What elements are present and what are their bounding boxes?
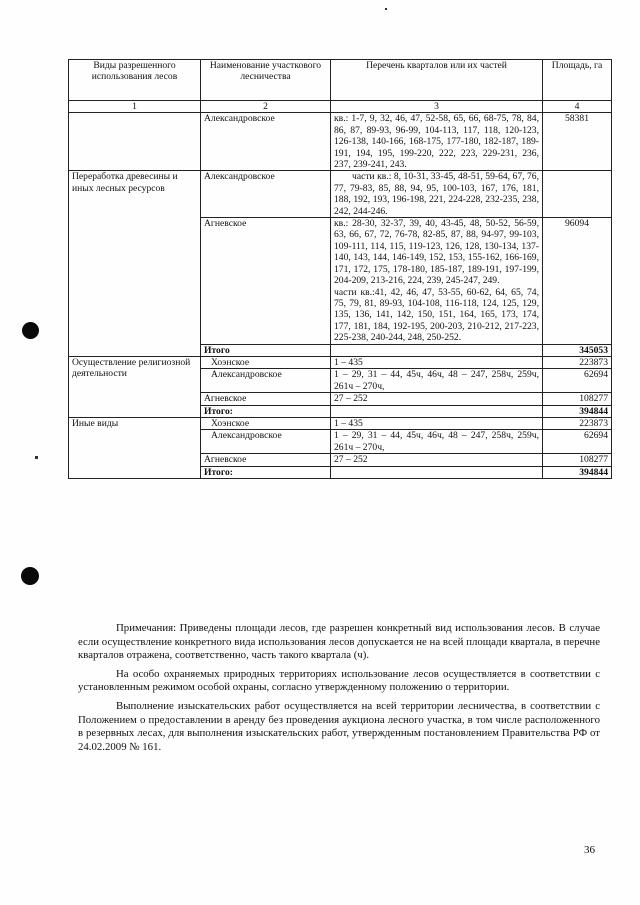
quarters-cell	[331, 344, 543, 356]
quarters-cell: 1 – 29, 31 – 44, 45ч, 46ч, 48 – 247, 258ч, 259ч, 261ч – 270ч,	[331, 369, 543, 393]
table-row	[69, 356, 612, 368]
area-cell: 108277	[543, 454, 612, 466]
total-label: Итого	[201, 344, 331, 356]
note-paragraph-1: Примечания: Приведены площади лесов, где разрешен конкретный вид использования лесов. В случае если осуществление конкретного вида использования лесов допускается не на всей площади квартала, в перечне кварталов отражена, соответственно, часть такого квартала (ч).	[78, 622, 600, 662]
col-number-4: 4	[543, 101, 612, 113]
column-number-row	[69, 101, 612, 113]
header-use-type: Виды разрешенного использования лесов	[69, 60, 201, 101]
quarters-cell	[331, 405, 543, 417]
area-cell: 62694	[543, 430, 612, 454]
note-paragraph-2: На особо охраняемых природных территориях использование лесов осуществляется в соответствии с установленным режимом особой охраны, согласно утвержденному положению о территории.	[78, 667, 600, 694]
total-value: 394844	[543, 466, 612, 478]
area-cell: 223873	[543, 417, 612, 429]
col-number-3: 3	[331, 101, 543, 113]
page-number: 36	[584, 844, 595, 856]
quarters-cell: 1 – 29, 31 – 44, 45ч, 46ч, 48 – 247, 258ч, 259ч, 261ч – 270ч,	[331, 430, 543, 454]
area-cell: 62694	[543, 369, 612, 393]
area-cell: 58381	[543, 113, 612, 171]
note-paragraph-3: Выполнение изыскательских работ осуществляется на всей территории лесничества, в соответствии с Положением о предоставлении в аренду без проведения аукциона лесного участка, в том числе расположенного в резервных лесах, для выполнения изыскательских работ, утвержденным постановлением Правительства РФ от 24.02.2009 № 161.	[78, 699, 600, 753]
forestry-cell: Агневское	[201, 218, 331, 344]
use-type-cell	[69, 113, 201, 171]
header-row	[69, 60, 612, 101]
quarters-cell: 27 – 252	[331, 393, 543, 405]
header-area: Площадь, га	[543, 60, 612, 101]
punch-hole-bottom	[21, 567, 39, 585]
header-forestry: Наименование участкового лесничества	[201, 60, 331, 101]
header-quarters: Перечень кварталов или их частей	[331, 60, 543, 101]
quarters-parts-list: части кв.:41, 42, 46, 47, 53-55, 60-62, 64, 65, 74, 75, 79, 81, 89-93, 104-108, 116-118, 124, 125, 129, 135, 136, 141, 142, 150, 151, 164, 165, 173, 174, 177, 181, 184, 192-195, 200-203, 210-212, 217-223, 225-238, 240-244, 248, 250-252.	[334, 286, 539, 344]
use-type-cell: Осуществление религиозной деятельности	[69, 356, 201, 417]
quarters-cell: кв.: 1-7, 9, 32, 46, 47, 52-58, 65, 66, 68-75, 78, 84, 86, 87, 89-93, 96-99, 104-113, 117, 118, 120-123, 126-138, 140-166, 168-175, 177-180, 182-187, 189-191, 194, 195, 199-220, 222, 223, 229-231, 236, 237, 239-241, 243.	[331, 113, 543, 171]
forestry-cell: Александровское	[201, 430, 331, 454]
area-cell: 223873	[543, 356, 612, 368]
forest-use-table	[68, 59, 612, 479]
quarters-cell: 1 – 435	[331, 356, 543, 368]
area-cell	[543, 171, 612, 218]
col-number-1: 1	[69, 101, 201, 113]
total-value: 394844	[543, 405, 612, 417]
use-type-cell: Иные виды	[69, 417, 201, 478]
quarters-cell	[331, 218, 543, 344]
table-row	[69, 113, 612, 171]
forestry-cell: Агневское	[201, 454, 331, 466]
area-cell: 108277	[543, 393, 612, 405]
table-row	[69, 417, 612, 429]
area-cell: 96094	[543, 218, 612, 344]
forestry-cell: Хоэнское	[201, 417, 331, 429]
notes-section	[78, 622, 600, 759]
table-row	[69, 171, 612, 218]
forestry-cell: Хоэнское	[201, 356, 331, 368]
scan-speck	[35, 456, 38, 459]
scan-speck	[385, 8, 387, 10]
quarters-cell: части кв.: 8, 10-31, 33-45, 48-51, 59-64, 67, 76, 77, 79-83, 85, 88, 94, 95, 100-103, 167, 176, 181, 188, 192, 193, 196-198, 221, 224-228, 232-235, 238, 242, 244-246.	[331, 171, 543, 218]
punch-hole-top	[22, 322, 39, 339]
total-label: Итого:	[201, 405, 331, 417]
forestry-cell: Александровское	[201, 171, 331, 218]
quarters-cell: 27 – 252	[331, 454, 543, 466]
col-number-2: 2	[201, 101, 331, 113]
forestry-cell: Агневское	[201, 393, 331, 405]
total-value: 345053	[543, 344, 612, 356]
forestry-cell: Александровское	[201, 113, 331, 171]
total-label: Итого:	[201, 466, 331, 478]
forestry-cell: Александровское	[201, 369, 331, 393]
use-type-cell: Переработка древесины и иных лесных ресурсов	[69, 171, 201, 357]
quarters-cell: 1 – 435	[331, 417, 543, 429]
quarters-list: кв.: 28-30, 32-37, 39, 40, 43-45, 48, 50-52, 56-59, 63, 66, 67, 72, 76-78, 82-85, 87, 88, 94-97, 99-103, 109-111, 114, 115, 119-123, 126, 128, 130-134, 137-140, 143, 144, 146-149, 152, 153, 155-162, 166-169, 171, 172, 175, 178-180, 185-187, 189-191, 197-199, 204-209, 213-216, 224, 239, 245-247, 249.	[334, 218, 539, 287]
quarters-cell	[331, 466, 543, 478]
